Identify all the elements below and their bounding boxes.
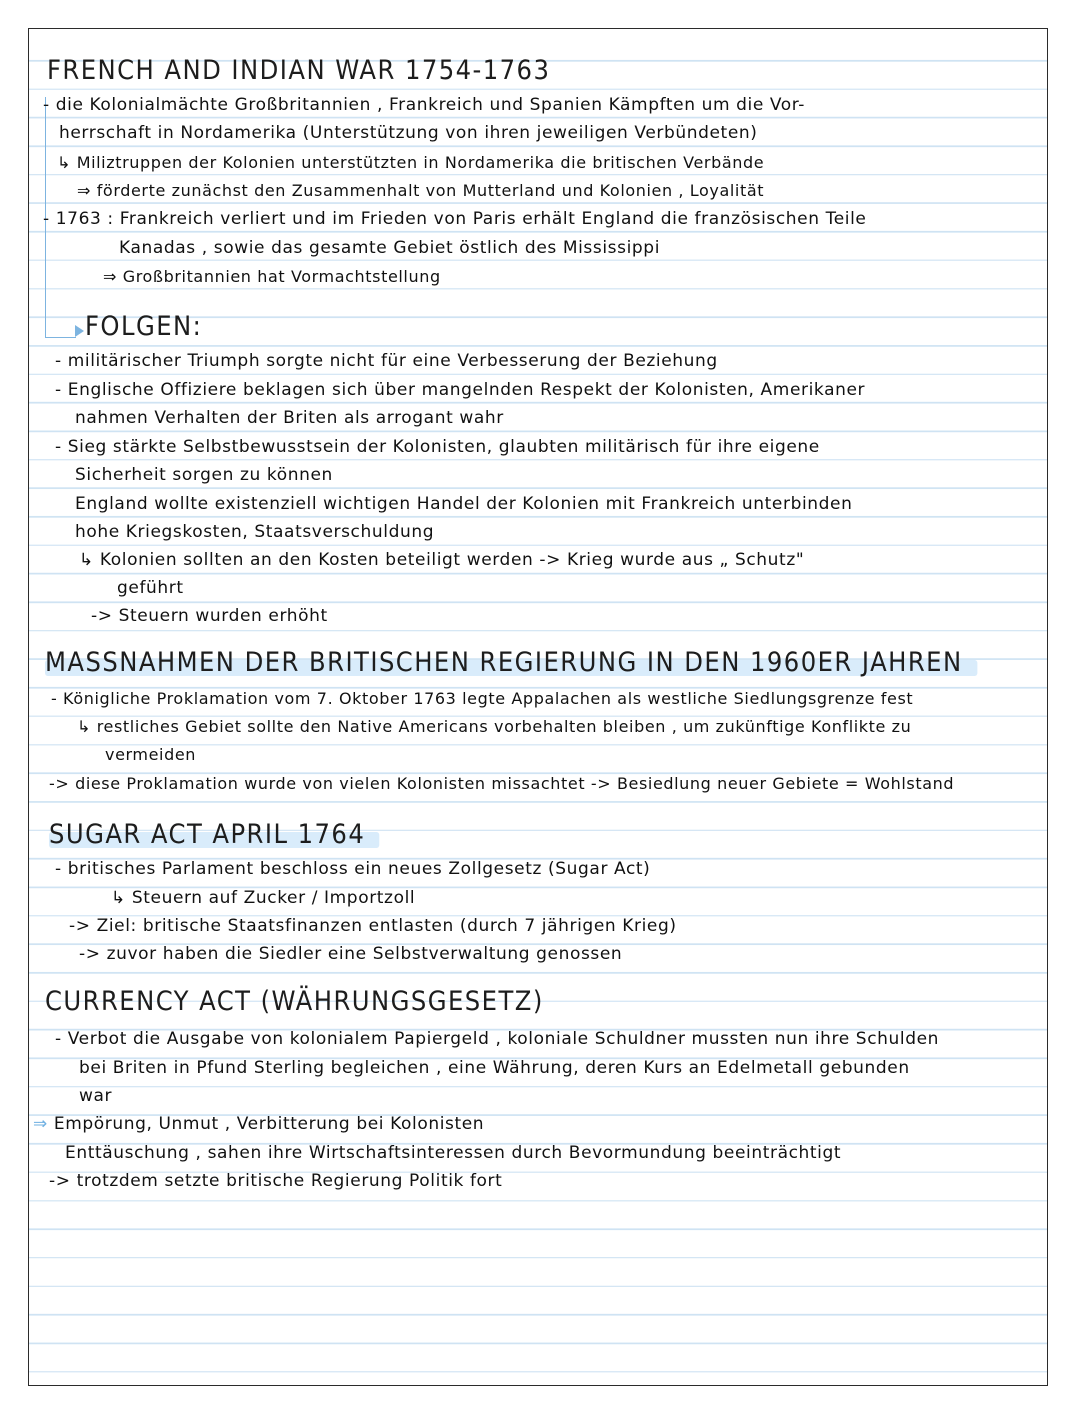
heading-massnahmen-text: MASSNAHMEN DER BRITISCHEN REGIERUNG IN DEN 1960ER JAHREN bbox=[45, 647, 963, 678]
text-line: - die Kolonialmächte Großbritannien , Frankreich und Spanien Kämpften um die Vor- bbox=[43, 95, 806, 115]
text-line: hohe Kriegskosten, Staatsverschuldung bbox=[75, 522, 435, 542]
text-line: - Verbot die Ausgabe von kolonialem Papiergeld , koloniale Schuldner mussten nun ihre Schulden bbox=[55, 1029, 940, 1049]
text-line: - 1763 : Frankreich verliert und im Frieden von Paris erhält England die französischen Teile bbox=[43, 209, 867, 229]
folgen-arrow-icon bbox=[75, 325, 84, 337]
text-line: - Englische Offiziere beklagen sich über mangelnden Respekt der Kolonisten, Amerikaner bbox=[55, 380, 866, 400]
text-line: - Sieg stärkte Selbstbewusstsein der Kolonisten, glaubten militärisch für ihre eigene bbox=[55, 437, 820, 457]
text-line-content: Empörung, Unmut , Verbitterung bei Kolonisten bbox=[53, 1114, 485, 1134]
heading-sugar-act bbox=[49, 819, 365, 850]
text-line: ↳ Miliztruppen der Kolonien unterstützten in Nordamerika die britischen Verbände bbox=[57, 153, 765, 172]
heading-french-indian-war: FRENCH AND INDIAN WAR 1754-1763 bbox=[47, 55, 551, 86]
notebook-page bbox=[28, 28, 1048, 1386]
text-line: - militärischer Triumph sorgte nicht für eine Verbesserung der Beziehung bbox=[55, 351, 718, 371]
text-line: Sicherheit sorgen zu können bbox=[75, 465, 333, 485]
text-line: bei Briten in Pfund Sterling begleichen , eine Währung, deren Kurs an Edelmetall gebunden bbox=[79, 1058, 910, 1078]
text-line: -> zuvor haben die Siedler eine Selbstverwaltung genossen bbox=[79, 944, 623, 964]
text-line: - britisches Parlament beschloss ein neues Zollgesetz (Sugar Act) bbox=[55, 859, 651, 879]
text-line: England wollte existenziell wichtigen Handel der Kolonien mit Frankreich unterbinden bbox=[75, 494, 853, 514]
text-line: ↳ Steuern auf Zucker / Importzoll bbox=[111, 888, 416, 908]
text-line bbox=[33, 1114, 484, 1134]
text-line: - Königliche Proklamation vom 7. Oktober 1763 legte Appalachen als westliche Siedlungsgrenze fest bbox=[51, 689, 914, 708]
text-line: ⇒ förderte zunächst den Zusammenhalt von Mutterland und Kolonien , Loyalität bbox=[77, 181, 765, 200]
text-line: ⇒ Großbritannien hat Vormachtstellung bbox=[103, 267, 441, 286]
text-line: Enttäuschung , sahen ihre Wirtschaftsinteressen durch Bevormundung beeinträchtigt bbox=[65, 1143, 842, 1163]
heading-currency-act: CURRENCY ACT (WÄHRUNGSGESETZ) bbox=[45, 986, 544, 1017]
text-line: ↳ restliches Gebiet sollte den Native Americans vorbehalten bleiben , um zukünftige Konflikte zu bbox=[77, 717, 912, 736]
text-line: Kanadas , sowie das gesamte Gebiet östlich des Mississippi bbox=[119, 238, 661, 258]
text-line: geführt bbox=[117, 578, 184, 598]
text-line: -> diese Proklamation wurde von vielen Kolonisten missachtet -> Besiedlung neuer Gebiete = Wohlstand bbox=[49, 774, 955, 793]
text-line: herrschaft in Nordamerika (Unterstützung von ihren jeweiligen Verbündeten) bbox=[59, 123, 758, 143]
text-line: war bbox=[79, 1086, 113, 1106]
text-line: -> Steuern wurden erhöht bbox=[91, 606, 328, 626]
text-line: nahmen Verhalten der Briten als arrogant wahr bbox=[75, 408, 504, 428]
double-arrow-icon: ⇒ bbox=[33, 1114, 48, 1134]
text-line: -> Ziel: britische Staatsfinanzen entlasten (durch 7 jährigen Krieg) bbox=[69, 916, 677, 936]
text-line: vermeiden bbox=[105, 745, 197, 764]
text-line: ↳ Kolonien sollten an den Kosten beteiligt werden -> Krieg wurde aus „ Schutz" bbox=[79, 550, 805, 570]
heading-sugar-act-text: SUGAR ACT APRIL 1764 bbox=[49, 819, 366, 850]
heading-massnahmen bbox=[45, 647, 963, 678]
heading-folgen: FOLGEN: bbox=[85, 311, 203, 342]
text-line: -> trotzdem setzte britische Regierung Politik fort bbox=[49, 1171, 503, 1191]
